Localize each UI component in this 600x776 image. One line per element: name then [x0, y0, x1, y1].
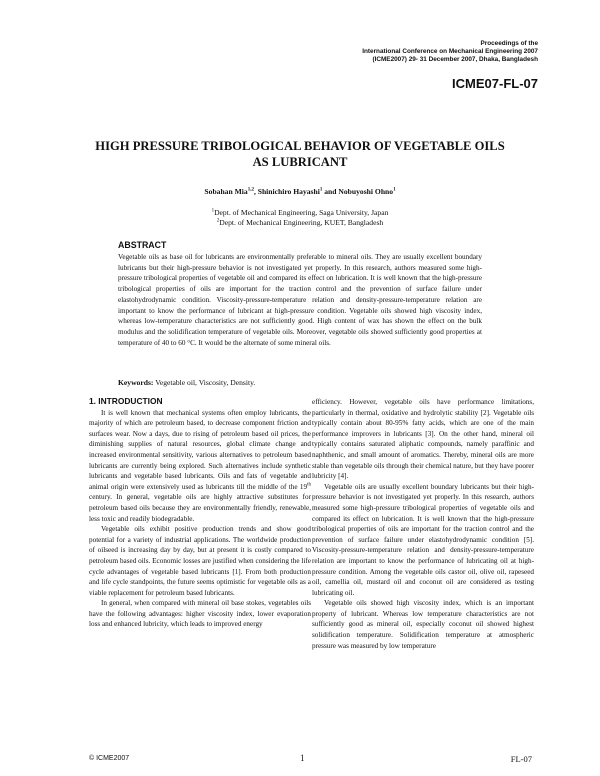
keywords — [118, 378, 255, 387]
intro-paragraph-1 — [89, 408, 311, 525]
affiliation-1 — [80, 208, 520, 218]
intro-p1-part-b: century. In general, vegetable oils are highly attractive substitutes for petroleum based oils because they are environmentally friendly, renewable, less toxic and readily biodegradable. — [89, 493, 311, 523]
affiliation-1-sup: 1 — [211, 208, 215, 214]
introduction-heading: 1. INTRODUCTION — [89, 396, 163, 406]
footer-copyright: © ICME2007 — [89, 755, 130, 762]
affiliation-2-sup: 2 — [216, 218, 220, 224]
author-3: Nobuyoshi Ohno — [338, 187, 394, 196]
author-conj: and — [324, 187, 337, 196]
abstract-heading: ABSTRACT — [118, 240, 167, 250]
author-3-sup: 1 — [393, 187, 396, 193]
intro-paragraph-3: In general, when compared with mineral oil base stokes, vegetables oils have the following advantages: higher viscosity index, lower evaporation loss and enhanced lubricity, which leads to improved energy — [89, 599, 311, 629]
title-line-2: AS LUBRICANT — [252, 155, 348, 169]
intro-p1-part-a: It is well known that mechanical systems often employ lubricants, the majority of which are petroleum based, to decrease component friction and surfaces wear. Now a days, due to rising of petroleum based oil prices, the diminishing supplies of natural resources, global climate change and increased environmental sensitivity, various alternatives to petroleum based lubricants are currently being explored. Such alternatives include synthetic lubricants and vegetable based lubricants. Oils and fats of vegetable and animal origin were extensively used as lubricants till the middle of the 19 — [89, 408, 311, 491]
author-list: Sobahan Mia$^{1,2}$, Shinichiro Hayashi$^1$ and Nobuyoshi Ohno$^1$ — [204, 187, 396, 196]
affiliation-2-text: Dept. of Mechanical Engineering, KUET, Bangladesh — [219, 218, 384, 227]
paper-code: ICME07-FL-07 — [452, 76, 538, 91]
affiliations — [80, 208, 520, 228]
right-column — [312, 397, 534, 651]
author-1-sup: 1,2 — [247, 187, 254, 193]
intro-paragraph-4: efficiency. However, vegetable oils have performance limitations, particularly in thermal, oxidative and hydrolytic stability [2]. Vegetable oils typically contain about 80-95% fatty acids, which are one of the main performance improvers in lubricants [3]. On the other hand, mineral oil typically contains saturated aliphatic compounds, namely paraffinic and naphthenic, and small amount of aromatics. Thereby, mineral oils are more stable than vegetable oils through their chemical nature, but they have poorer lubricity [4]. — [312, 398, 534, 481]
conference-header — [362, 40, 538, 64]
affiliation-2 — [80, 218, 520, 228]
intro-paragraph-6: Vegetable oils showed high viscosity index, which is an important property of lubricant. Whereas low temperature characteristics are not sufficiently good as mineral oil, especially coconut oil showed highest solidification temperature. Solidification temperature at atmospheric pressure was measured by low temperature — [312, 599, 534, 650]
title-line-1: HIGH PRESSURE TRIBOLOGICAL BEHAVIOR OF VEGETABLE OILS — [95, 139, 505, 153]
footer-paper-id: FL-07 — [510, 754, 532, 764]
footer-page-number: 1 — [300, 753, 305, 763]
conference-line-2: International Conference on Mechanical Engineering 2007 — [362, 48, 538, 55]
conference-line-1: Proceedings of the — [480, 40, 538, 47]
author-2: Shinichiro Hayashi — [257, 187, 320, 196]
conference-line-3: (ICME2007) 29- 31 December 2007, Dhaka, Bangladesh — [372, 56, 538, 63]
intro-p1-superscript: th — [307, 482, 311, 488]
keywords-label: Keywords: — [118, 378, 154, 387]
author-1: Sobahan Mia — [204, 187, 248, 196]
intro-paragraph-2: Vegetable oils exhibit positive production trends and show good potential for a variety of industrial applications. The worldwide production of oilseed is increasing day by day, but at present it is costly compared to petroleum based oils. Economic losses are justified when considering the life cycle advantages of vegetable based lubricants [1]. From both production and life cycle standpoints, the future seems optimistic for vegetable oils as a viable replacement for petroleum based lubricants. — [89, 525, 311, 597]
affiliation-1-text: Dept. of Mechanical Engineering, Saga University, Japan — [214, 208, 389, 217]
intro-paragraph-5: Vegetable oils are usually excellent boundary lubricants but their high-pressure behavior is not investigated yet properly. In this research, authors measured some high-pressure tribological properties of vegetable oils and compared its effect on lubrication. It is well known that the high-pressure tribological properties of oils are important for the traction control and the prevention of surface failure under elastohydrodynamic condition [5]. Viscosity-pressure-temperature relation and density-pressure-temperature relation are important to know the performance of lubricating oil at high-pressure condition. Among the vegetable oils castor oil, olive oil, rapeseed oil, camellia oil, mustard oil and coconut oil are considered as testing lubricating oil. — [312, 482, 534, 597]
abstract-body: Vegetable oils as base oil for lubricants are environmentally preferable to mineral oils. They are usually excellent boundary lubricants but their high-pressure behavior is not investigated yet properly. In this research, authors measured some high-pressure tribological properties of vegetable oil and compared its effect on lubrication. It is well known that the high-pressure tribological properties of oils are important for the traction control and the prevention of surface failure under elastohydrodynamic condition. Viscosity-pressure-temperature relation and density-pressure-temperature relation are important to know the performance of lubricant at high-pressure condition. Vegetable oils showed high viscosity index, whereas low-temperature characteristics are not sufficiently good. High content of wax has shown the effect on the bulk modulus and the solidification temperature of vegetable oils. Moreover, vegetable oils showed sufficiently good properties at temperature of 40 to 60 °C. It would be the alternate of some mineral oils. — [118, 253, 482, 347]
paper-title — [80, 138, 520, 170]
left-column — [89, 396, 311, 630]
keywords-text: Vegetable oil, Viscosity, Density. — [155, 378, 256, 387]
author-2-sup: 1 — [319, 187, 323, 193]
